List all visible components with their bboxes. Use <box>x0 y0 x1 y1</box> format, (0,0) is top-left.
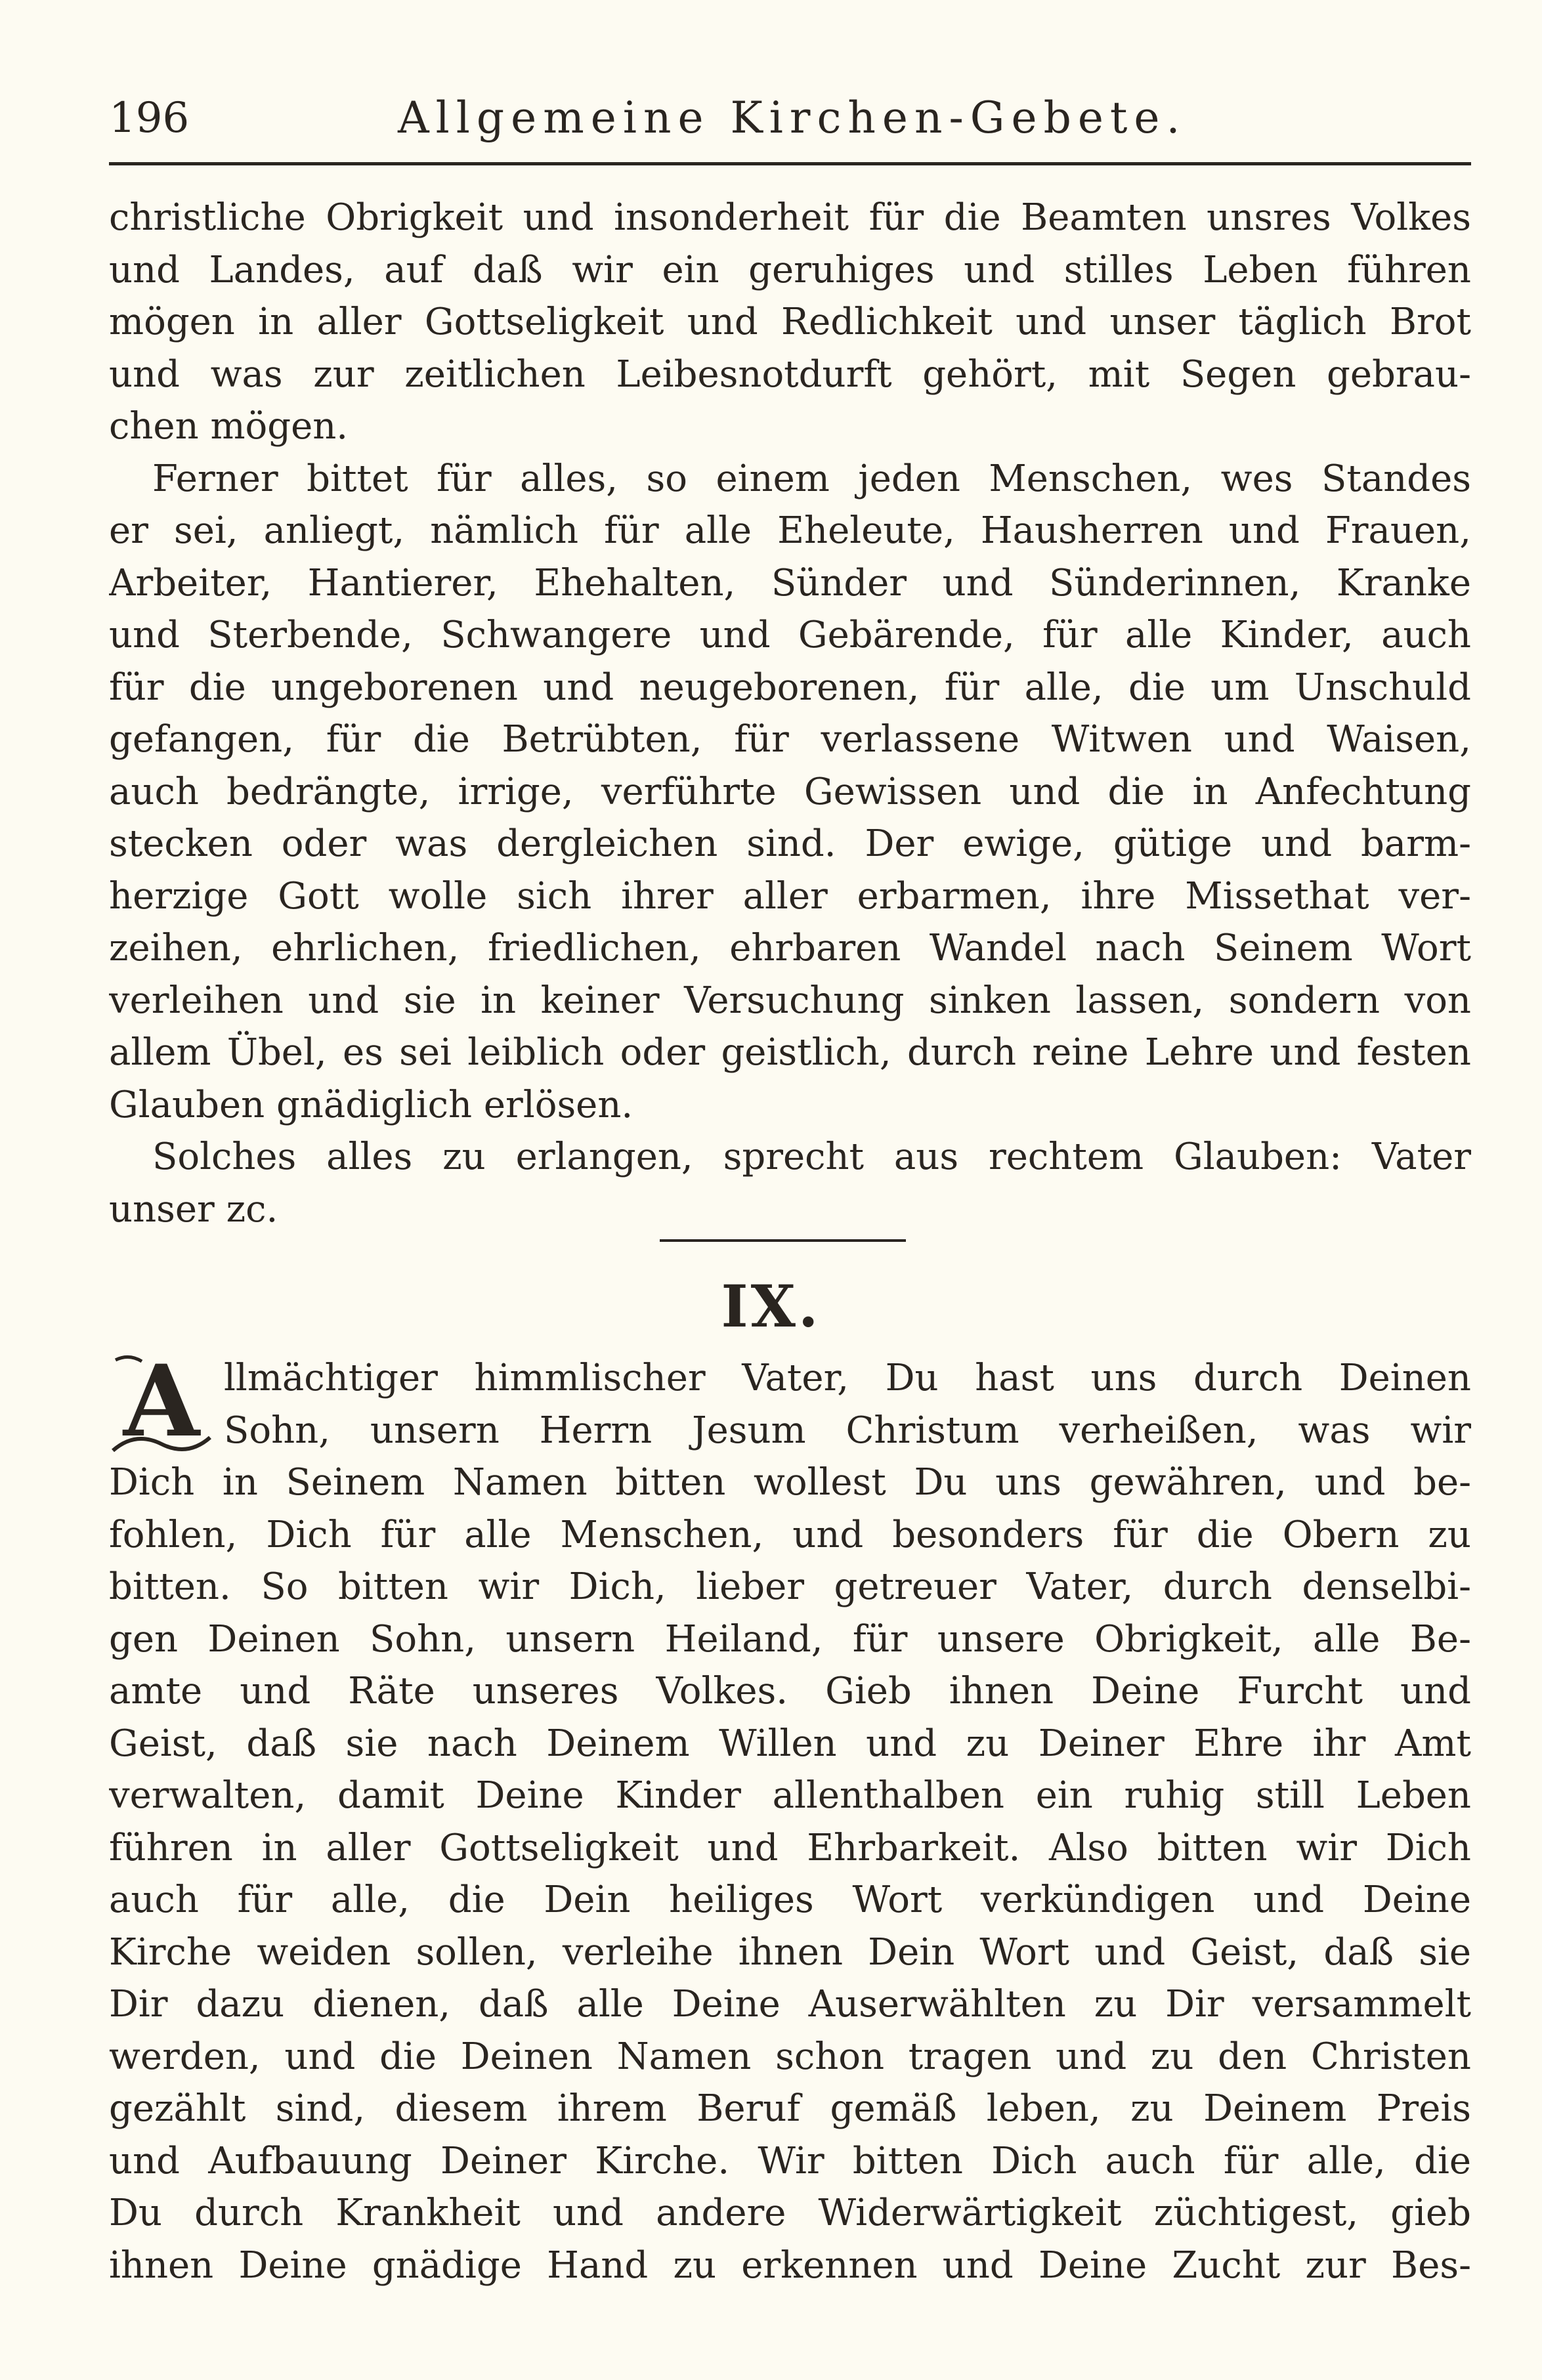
text-line: christliche Obrigkeit und insonderheit für die Beamten unsres Volkes <box>109 196 1471 239</box>
text-line: er sei, anliegt, nämlich für alle Eheleute, Hausherren und Frauen, <box>109 509 1471 552</box>
continuation-and-ferner-text <box>109 192 1471 1235</box>
text-line: Sohn, unsern Herrn Jesum Christum verheißen, was wir <box>224 1409 1471 1452</box>
text-line: Dir dazu dienen, daß alle Deine Auserwählten zu Dir versammelt <box>109 1983 1471 2026</box>
text-line: Kirche weiden sollen, verleihe ihnen Dein Wort und Geist, daß sie <box>109 1930 1471 1974</box>
text-line: herzige Gott wolle sich ihrer aller erbarmen, ihre Missethat ver- <box>109 874 1471 918</box>
text-line: und Landes, auf daß wir ein geruhiges und stilles Leben führen <box>109 248 1471 291</box>
text-line: allem Übel, es sei leiblich oder geistlich, durch reine Lehre und festen <box>109 1031 1471 1074</box>
dropcap-letter: A <box>123 1344 200 1459</box>
text-line: gezählt sind, diesem ihrem Beruf gemäß leben, zu Deinem Preis <box>109 2087 1471 2130</box>
text-line: werden, und die Deinen Namen schon tragen und zu den Christen <box>109 2035 1471 2078</box>
text-line: und Aufbauung Deiner Kirche. Wir bitten Dich auch für alle, die <box>109 2139 1471 2182</box>
text-line: zeihen, ehrlichen, friedlichen, ehrbaren Wandel nach Seinem Wort <box>109 927 1471 969</box>
text-line: Arbeiter, Hantierer, Ehehalten, Sünder und Sünderinnen, Kranke <box>109 561 1471 605</box>
text-line: Geist, daß sie nach Deinem Willen und zu Deiner Ehre ihr Amt <box>109 1722 1471 1765</box>
text-line: führen in aller Gottseligkeit und Ehrbarkeit. Also bitten wir Dich <box>109 1826 1471 1869</box>
text-line: Glauben gnädiglich erlösen. <box>109 1083 633 1126</box>
running-title: Allgemeine Kirchen-Gebete. <box>398 93 1187 143</box>
text-line: llmächtiger himmlischer Vater, Du hast uns durch Deinen <box>224 1357 1471 1399</box>
text-line: Dich in Seinem Namen bitten wollest Du uns gewähren, und be- <box>109 1461 1471 1504</box>
text-line: Solches alles zu erlangen, sprecht aus rechtem Glauben: Vater <box>152 1136 1471 1178</box>
text-line: auch für alle, die Dein heiliges Wort verkündigen und Deine <box>109 1879 1471 1921</box>
text-line: auch bedrängte, irrige, verführte Gewissen und die in Anfechtung <box>109 770 1471 813</box>
text-line: amte und Räte unseres Volkes. Gieb ihnen Deine Furcht und <box>109 1670 1471 1712</box>
text-line: unser zc. <box>109 1187 278 1231</box>
text-line: gen Deinen Sohn, unsern Heiland, für unsere Obrigkeit, alle Be- <box>109 1617 1471 1661</box>
text-line: verwalten, damit Deine Kinder allenthalben ein ruhig still Leben <box>109 1774 1471 1817</box>
text-line: Du durch Krankheit und andere Widerwärtigkeit züchtigest, gieb <box>109 2192 1471 2234</box>
header-rule <box>109 162 1471 165</box>
text-line: ihnen Deine gnädige Hand zu erkennen und Deine Zucht zur Bes- <box>109 2243 1471 2287</box>
text-line: für die ungeborenen und neugeborenen, für alle, die um Unschuld <box>109 666 1471 709</box>
text-line: Ferner bittet für alles, so einem jeden Menschen, wes Standes <box>152 457 1471 500</box>
text-line: chen mögen. <box>109 405 349 448</box>
text-line: fohlen, Dich für alle Menschen, und besonders für die Obern zu <box>109 1513 1471 1556</box>
section-divider <box>660 1239 906 1242</box>
text-line: bitten. So bitten wir Dich, lieber getreuer Vater, durch denselbi- <box>109 1565 1471 1608</box>
text-line: mögen in aller Gottseligkeit und Redlichkeit und unser täglich Brot <box>109 301 1471 343</box>
page-header <box>109 89 1471 148</box>
prayer-ix-text <box>109 1352 1471 2291</box>
page-number: 196 <box>109 94 190 142</box>
section-heading: IX. <box>721 1272 821 1340</box>
text-line: verleihen und sie in keiner Versuchung sinken lassen, sondern von <box>109 979 1471 1022</box>
text-line: und was zur zeitlichen Leibesnotdurft gehört, mit Segen gebrau- <box>109 352 1471 396</box>
text-line: gefangen, für die Betrübten, für verlassene Witwen und Waisen, <box>109 718 1471 761</box>
text-line: und Sterbende, Schwangere und Gebärende, für alle Kinder, auch <box>109 614 1471 656</box>
text-line: stecken oder was dergleichen sind. Der ewige, gütige und barm- <box>109 822 1471 865</box>
